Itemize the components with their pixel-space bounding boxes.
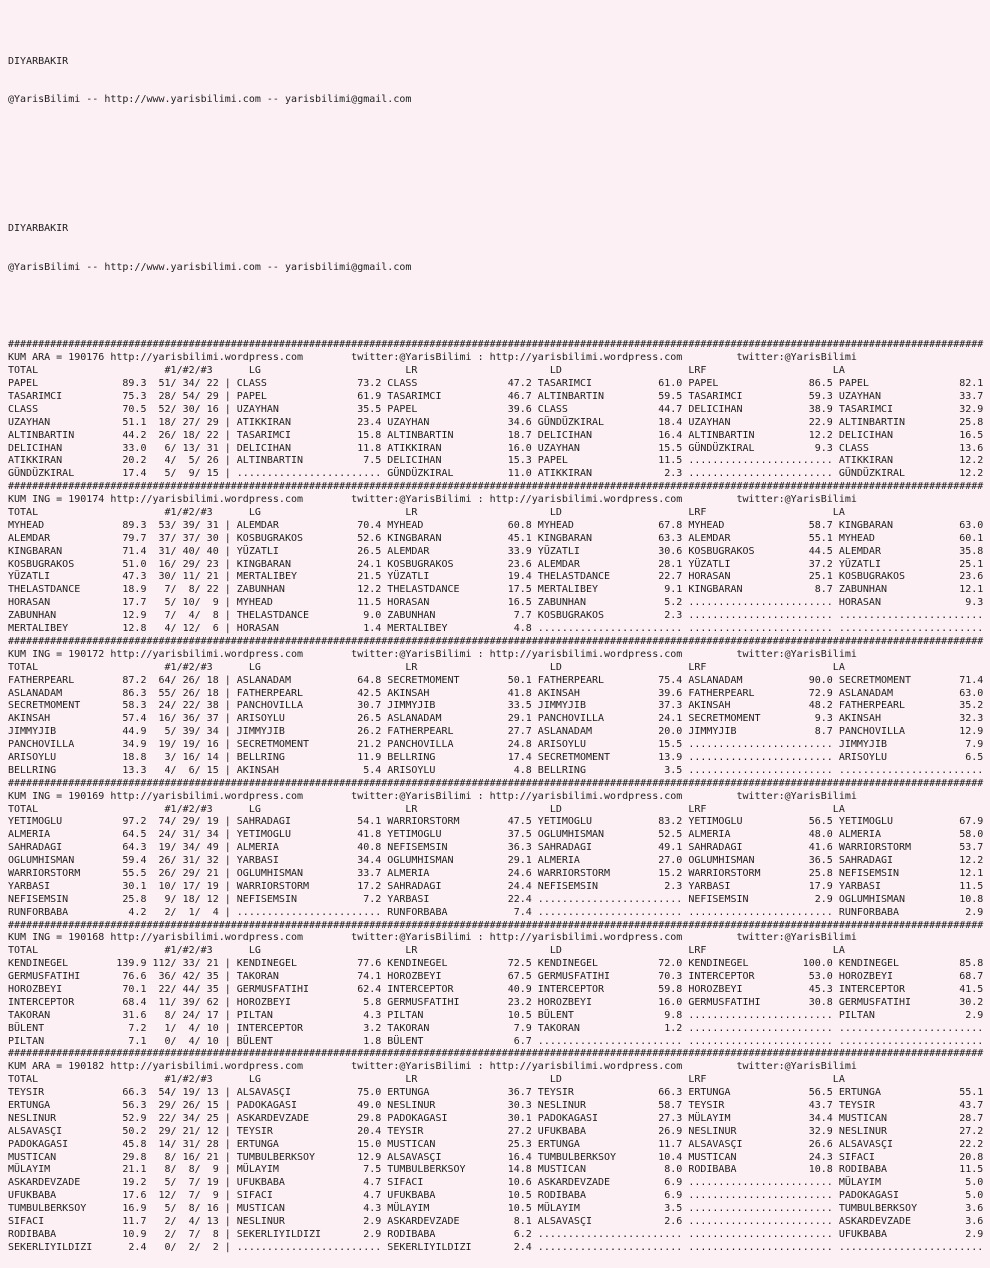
table-row: RUNFORBABA 4.2 2/ 1/ 4 | ........................ RUNFORBABA 7.4 ........................ ........................ RUNFORBABA 2.9 xyxy=(8,906,984,918)
table-row: JIMMYJIB 44.9 5/ 39/ 34 | JIMMYJIB 26.2 FATHERPEARL 27.7 ASLANADAM 20.0 JIMMYJIB 8.7 PANCHOVILLA 12.9 xyxy=(8,726,984,738)
section-title-line: KUM ARA = 190182 http://yarisbilimi.wordpress.com twitter:@YarisBilimi : http://yarisbilimi.wordpress.com twitter:@YarisBilimi xyxy=(8,1061,857,1073)
section-divider: ################################################################################################################################################################## xyxy=(8,777,984,789)
section-title-line: KUM ING = 190169 http://yarisbilimi.wordpress.com twitter:@YarisBilimi : http://yarisbilimi.wordpress.com twitter:@YarisBilimi xyxy=(8,790,857,802)
section-title-line: KUM ARA = 190176 http://yarisbilimi.wordpress.com twitter:@YarisBilimi : http://yarisbilimi.wordpress.com twitter:@YarisBilimi xyxy=(8,352,857,364)
report-sections xyxy=(8,339,990,1254)
table-row: ASKARDEVZADE 19.2 5/ 7/ 19 | UFUKBABA 4.7 SIFACI 10.6 ASKARDEVZADE 6.9 ........................ MÜLAYIM 5.0 xyxy=(8,1177,984,1189)
table-row: HORASAN 17.7 5/ 10/ 9 | MYHEAD 11.5 HORASAN 16.5 ZABUNHAN 5.2 ........................ HORASAN 9.3 xyxy=(8,597,984,609)
table-row: ERTUNGA 56.3 29/ 26/ 15 | PADOKAGASI 49.0 NESLINUR 30.3 NESLINUR 58.7 TEYSIR 43.7 TEYSIR 43.7 xyxy=(8,1100,984,1111)
column-header-line: TOTAL #1/#2/#3 LG LR LD LRF LA xyxy=(8,1074,845,1086)
table-row: SAHRADAGI 64.3 19/ 34/ 49 | ALMERIA 40.8 NEFISEMSIN 36.3 SAHRADAGI 49.1 SAHRADAGI 41.6 WARRIORSTORM 53.7 xyxy=(8,842,984,854)
table-row: YARBASI 30.1 10/ 17/ 19 | WARRIORSTORM 17.2 SAHRADAGI 24.4 NEFISEMSIN 2.3 YARBASI 17.9 YARBASI 11.5 xyxy=(8,880,984,892)
table-row: ALMERIA 64.5 24/ 31/ 34 | YETIMOGLU 41.8 YETIMOGLU 37.5 OGLUMHISMAN 52.5 ALMERIA 48.0 ALMERIA 58.0 xyxy=(8,829,984,841)
table-row: THELASTDANCE 18.9 7/ 8/ 22 | ZABUNHAN 12.2 THELASTDANCE 17.5 MERTALIBEY 9.1 KINGBARAN 8.7 ZABUNHAN 12.1 xyxy=(8,584,984,596)
table-row: DELICIHAN 33.0 6/ 13/ 31 | DELICIHAN 11.8 ATIKKIRAN 16.0 UZAYHAN 15.5 GÜNDÜZKIRAL 9.3 CLASS 13.6 xyxy=(8,442,984,454)
section-title-line: KUM ING = 190174 http://yarisbilimi.wordpress.com twitter:@YarisBilimi : http://yarisbilimi.wordpress.com twitter:@YarisBilimi xyxy=(8,494,857,506)
table-row: SECRETMOMENT 58.3 24/ 22/ 38 | PANCHOVILLA 30.7 JIMMYJIB 33.5 JIMMYJIB 37.3 AKINSAH 48.2 FATHERPEARL 35.2 xyxy=(8,700,984,712)
table-row: RODIBABA 10.9 2/ 7/ 8 | SEKERLIYILDIZI 2.9 RODIBABA 6.2 ........................ ........................ UFUKBABA 2.9 xyxy=(8,1228,984,1240)
table-row: BÜLENT 7.2 1/ 4/ 10 | INTERCEPTOR 3.2 TAKORAN 7.9 TAKORAN 1.2 ........................ ........................ xyxy=(8,1022,984,1034)
table-row: WARRIORSTORM 55.5 26/ 29/ 21 | OGLUMHISMAN 33.7 ALMERIA 24.6 WARRIORSTORM 15.2 WARRIORSTORM 25.8 NEFISEMSIN 12.1 xyxy=(8,867,984,879)
table-row: ASLANADAM 86.3 55/ 26/ 18 | FATHERPEARL 42.5 AKINSAH 41.8 AKINSAH 39.6 FATHERPEARL 72.9 ASLANADAM 63.0 xyxy=(8,687,984,699)
table-row: MÜLAYIM 21.1 8/ 8/ 9 | MÜLAYIM 7.5 TUMBULBERKSOY 14.8 MUSTICAN 8.0 RODIBABA 10.8 RODIBABA 11.5 xyxy=(8,1164,984,1176)
header-byline: @YarisBilimi -- http://www.yarisbilimi.com -- yarisbilimi@gmail.com xyxy=(8,262,412,274)
table-row: KENDINEGEL 139.9 112/ 33/ 21 | KENDINEGEL 77.6 KENDINEGEL 72.5 KENDINEGEL 72.0 KENDINEGEL 100.0 KENDINEGEL 85.8 xyxy=(8,958,984,970)
table-row: TEYSIR 66.3 54/ 19/ 13 | ALSAVASÇI 75.0 ERTUNGA 36.7 TEYSIR 66.3 ERTUNGA 56.5 ERTUNGA 55.1 xyxy=(8,1087,984,1099)
table-row: YETIMOGLU 97.2 74/ 29/ 19 | SAHRADAGI 54.1 WARRIORSTORM 47.5 YETIMOGLU 83.2 YETIMOGLU 56.5 YETIMOGLU 67.9 xyxy=(8,816,984,828)
table-row: PAPEL 89.3 51/ 34/ 22 | CLASS 73.2 CLASS 47.2 TASARIMCI 61.0 PAPEL 86.5 PAPEL 82.1 xyxy=(8,378,984,390)
header-location: DIYARBAKIR xyxy=(8,55,69,67)
column-header-line: TOTAL #1/#2/#3 LG LR LD LRF LA xyxy=(8,507,845,519)
table-row: PANCHOVILLA 34.9 19/ 19/ 16 | SECRETMOMENT 21.2 PANCHOVILLA 24.8 ARISOYLU 15.5 ........................ JIMMYJIB 7.9 xyxy=(8,739,984,751)
section-divider: ################################################################################################################################################################## xyxy=(8,481,984,493)
table-row: ZABUNHAN 12.9 7/ 4/ 8 | THELASTDANCE 9.0 ZABUNHAN 7.7 KOSBUGRAKOS 2.3 ........................ ........................ xyxy=(8,610,984,622)
table-row: GÜNDÜZKIRAL 17.4 5/ 9/ 15 | ........................ GÜNDÜZKIRAL 11.0 ATIKKIRAN 2.3 ........................ GÜNDÜZKIRAL 12.2 xyxy=(8,468,984,480)
section-divider: ################################################################################################################################################################## xyxy=(8,1048,984,1060)
table-row: OGLUMHISMAN 59.4 26/ 31/ 32 | YARBASI 34.4 OGLUMHISMAN 29.1 ALMERIA 27.0 OGLUMHISMAN 36.5 SAHRADAGI 12.2 xyxy=(8,855,984,867)
table-row: SEKERLIYILDIZI 2.4 0/ 2/ 2 | ........................ SEKERLIYILDIZI 2.4 ........................ ........................ ........................ xyxy=(8,1241,984,1253)
table-row: MUSTICAN 29.8 8/ 16/ 21 | TUMBULBERKSOY 12.9 ALSAVASÇI 16.4 TUMBULBERKSOY 10.4 MUSTICAN 24.3 SIFACI 20.8 xyxy=(8,1151,984,1163)
table-row: CLASS 70.5 52/ 30/ 16 | UZAYHAN 35.5 PAPEL 39.6 CLASS 44.7 DELICIHAN 38.9 TASARIMCI 32.9 xyxy=(8,403,984,415)
table-row: KINGBARAN 71.4 31/ 40/ 40 | YÜZATLI 26.5 ALEMDAR 33.9 YÜZATLI 30.6 KOSBUGRAKOS 44.5 ALEMDAR 35.8 xyxy=(8,545,984,557)
table-row: PILTAN 7.1 0/ 4/ 10 | BÜLENT 1.8 BÜLENT 6.7 ........................ ........................ ........................ xyxy=(8,1035,984,1047)
table-row: ARISOYLU 18.8 3/ 16/ 14 | BELLRING 11.9 BELLRING 17.4 SECRETMOMENT 13.9 ........................ ARISOYLU 6.5 xyxy=(8,751,984,763)
table-row: ALSAVASÇI 50.2 29/ 21/ 12 | TEYSIR 20.4 TEYSIR 27.2 UFUKBABA 26.9 NESLINUR 32.9 NESLINUR 27.2 xyxy=(8,1125,984,1137)
table-row: PADOKAGASI 45.8 14/ 31/ 28 | ERTUNGA 15.0 MUSTICAN 25.3 ERTUNGA 11.7 ALSAVASÇI 26.6 ALSAVASÇI 22.2 xyxy=(8,1138,984,1150)
table-row: SIFACI 11.7 2/ 4/ 13 | NESLINUR 2.9 ASKARDEVZADE 8.1 ALSAVASÇI 2.6 ........................ ASKARDEVZADE 3.6 xyxy=(8,1216,984,1228)
table-row: TAKORAN 31.6 8/ 24/ 17 | PILTAN 4.3 PILTAN 10.5 BÜLENT 9.8 ........................ PILTAN 2.9 xyxy=(8,1009,984,1021)
table-row: TASARIMCI 75.3 28/ 54/ 29 | PAPEL 61.9 TASARIMCI 46.7 ALTINBARTIN 59.5 TASARIMCI 59.3 UZAYHAN 33.7 xyxy=(8,391,984,403)
table-row: BELLRING 13.3 4/ 6/ 15 | AKINSAH 5.4 ARISOYLU 4.8 BELLRING 3.5 ........................ ........................ xyxy=(8,764,984,776)
table-row: FATHERPEARL 87.2 64/ 26/ 18 | ASLANADAM 64.8 SECRETMOMENT 50.1 FATHERPEARL 75.4 ASLANADAM 90.0 SECRETMOMENT 71.4 xyxy=(8,674,984,686)
table-row: INTERCEPTOR 68.4 11/ 39/ 62 | HOROZBEYI 5.8 GERMUSFATIHI 23.2 HOROZBEYI 16.0 GERMUSFATIHI 30.8 GERMUSFATIHI 30.2 xyxy=(8,996,984,1008)
table-row: TUMBULBERKSOY 16.9 5/ 8/ 16 | MUSTICAN 4.3 MÜLAYIM 10.5 MÜLAYIM 3.5 ........................ TUMBULBERKSOY 3.6 xyxy=(8,1203,984,1215)
table-row: ALTINBARTIN 44.2 26/ 18/ 22 | TASARIMCI 15.8 ALTINBARTIN 18.7 DELICIHAN 16.4 ALTINBARTIN 12.2 DELICIHAN 16.5 xyxy=(8,429,984,441)
section-divider: ################################################################################################################################################################## xyxy=(8,339,984,351)
table-row: NESLINUR 52.9 22/ 34/ 25 | ASKARDEVZADE 29.8 PADOKAGASI 30.1 PADOKAGASI 27.3 MÜLAYIM 34.4 MUSTICAN 28.7 xyxy=(8,1112,984,1124)
table-row: AKINSAH 57.4 16/ 36/ 37 | ARISOYLU 26.5 ASLANADAM 29.1 PANCHOVILLA 24.1 SECRETMOMENT 9.3 AKINSAH 32.3 xyxy=(8,713,984,725)
table-row: UZAYHAN 51.1 18/ 27/ 29 | ATIKKIRAN 23.4 UZAYHAN 34.6 GÜNDÜZKIRAL 18.4 UZAYHAN 22.9 ALTINBARTIN 25.8 xyxy=(8,416,984,428)
section-title-line: KUM ING = 190172 http://yarisbilimi.wordpress.com twitter:@YarisBilimi : http://yarisbilimi.wordpress.com twitter:@YarisBilimi xyxy=(8,648,857,660)
table-row: UFUKBABA 17.6 12/ 7/ 9 | SIFACI 4.7 UFUKBABA 10.5 RODIBABA 6.9 ........................ PADOKAGASI 5.0 xyxy=(8,1190,984,1202)
column-header-line: TOTAL #1/#2/#3 LG LR LD LRF LA xyxy=(8,803,845,815)
section-divider: ################################################################################################################################################################## xyxy=(8,919,984,931)
page-header-block xyxy=(8,30,990,133)
table-row: HOROZBEYI 70.1 22/ 44/ 35 | GERMUSFATIHI 62.4 INTERCEPTOR 40.9 INTERCEPTOR 59.8 HOROZBEYI 45.3 INTERCEPTOR 41.5 xyxy=(8,983,984,995)
column-header-line: TOTAL #1/#2/#3 LG LR LD LRF LA xyxy=(8,661,845,673)
section-title-line: KUM ING = 190168 http://yarisbilimi.wordpress.com twitter:@YarisBilimi : http://yarisbilimi.wordpress.com twitter:@YarisBilimi xyxy=(8,932,857,944)
section-divider: ################################################################################################################################################################## xyxy=(8,635,984,647)
page-header-block-repeat xyxy=(8,198,990,301)
table-row: YÜZATLI 47.3 30/ 11/ 21 | MERTALIBEY 21.5 YÜZATLI 19.4 THELASTDANCE 22.7 HORASAN 25.1 KOSBUGRAKOS 23.6 xyxy=(8,571,984,583)
table-row: MERTALIBEY 12.8 4/ 12/ 6 | HORASAN 1.4 MERTALIBEY 4.8 ........................ ........................ ........................ xyxy=(8,623,984,635)
table-row: GERMUSFATIHI 76.6 36/ 42/ 35 | TAKORAN 74.1 HOROZBEYI 67.5 GERMUSFATIHI 70.3 INTERCEPTOR 53.0 HOROZBEYI 68.7 xyxy=(8,971,984,983)
table-row: KOSBUGRAKOS 51.0 16/ 29/ 23 | KINGBARAN 24.1 KOSBUGRAKOS 23.6 ALEMDAR 28.1 YÜZATLI 37.2 YÜZATLI 25.1 xyxy=(8,558,984,570)
column-header-line: TOTAL #1/#2/#3 LG LR LD LRF LA xyxy=(8,945,845,957)
table-row: MYHEAD 89.3 53/ 39/ 31 | ALEMDAR 70.4 MYHEAD 60.8 MYHEAD 67.8 MYHEAD 58.7 KINGBARAN 63.0 xyxy=(8,519,984,531)
header-byline: @YarisBilimi -- http://www.yarisbilimi.com -- yarisbilimi@gmail.com xyxy=(8,94,412,106)
column-header-line: TOTAL #1/#2/#3 LG LR LD LRF LA xyxy=(8,365,845,377)
table-row: NEFISEMSIN 25.8 9/ 18/ 12 | NEFISEMSIN 7.2 YARBASI 22.4 ........................ NEFISEMSIN 2.9 OGLUMHISMAN 10.8 xyxy=(8,893,984,905)
table-row: ALEMDAR 79.7 37/ 37/ 30 | KOSBUGRAKOS 52.6 KINGBARAN 45.1 KINGBARAN 63.3 ALEMDAR 55.1 MYHEAD 60.1 xyxy=(8,532,984,544)
table-row: ATIKKIRAN 20.2 4/ 5/ 26 | ALTINBARTIN 7.5 DELICIHAN 15.3 PAPEL 11.5 ........................ ATIKKIRAN 12.2 xyxy=(8,455,984,467)
header-location: DIYARBAKIR xyxy=(8,223,69,235)
